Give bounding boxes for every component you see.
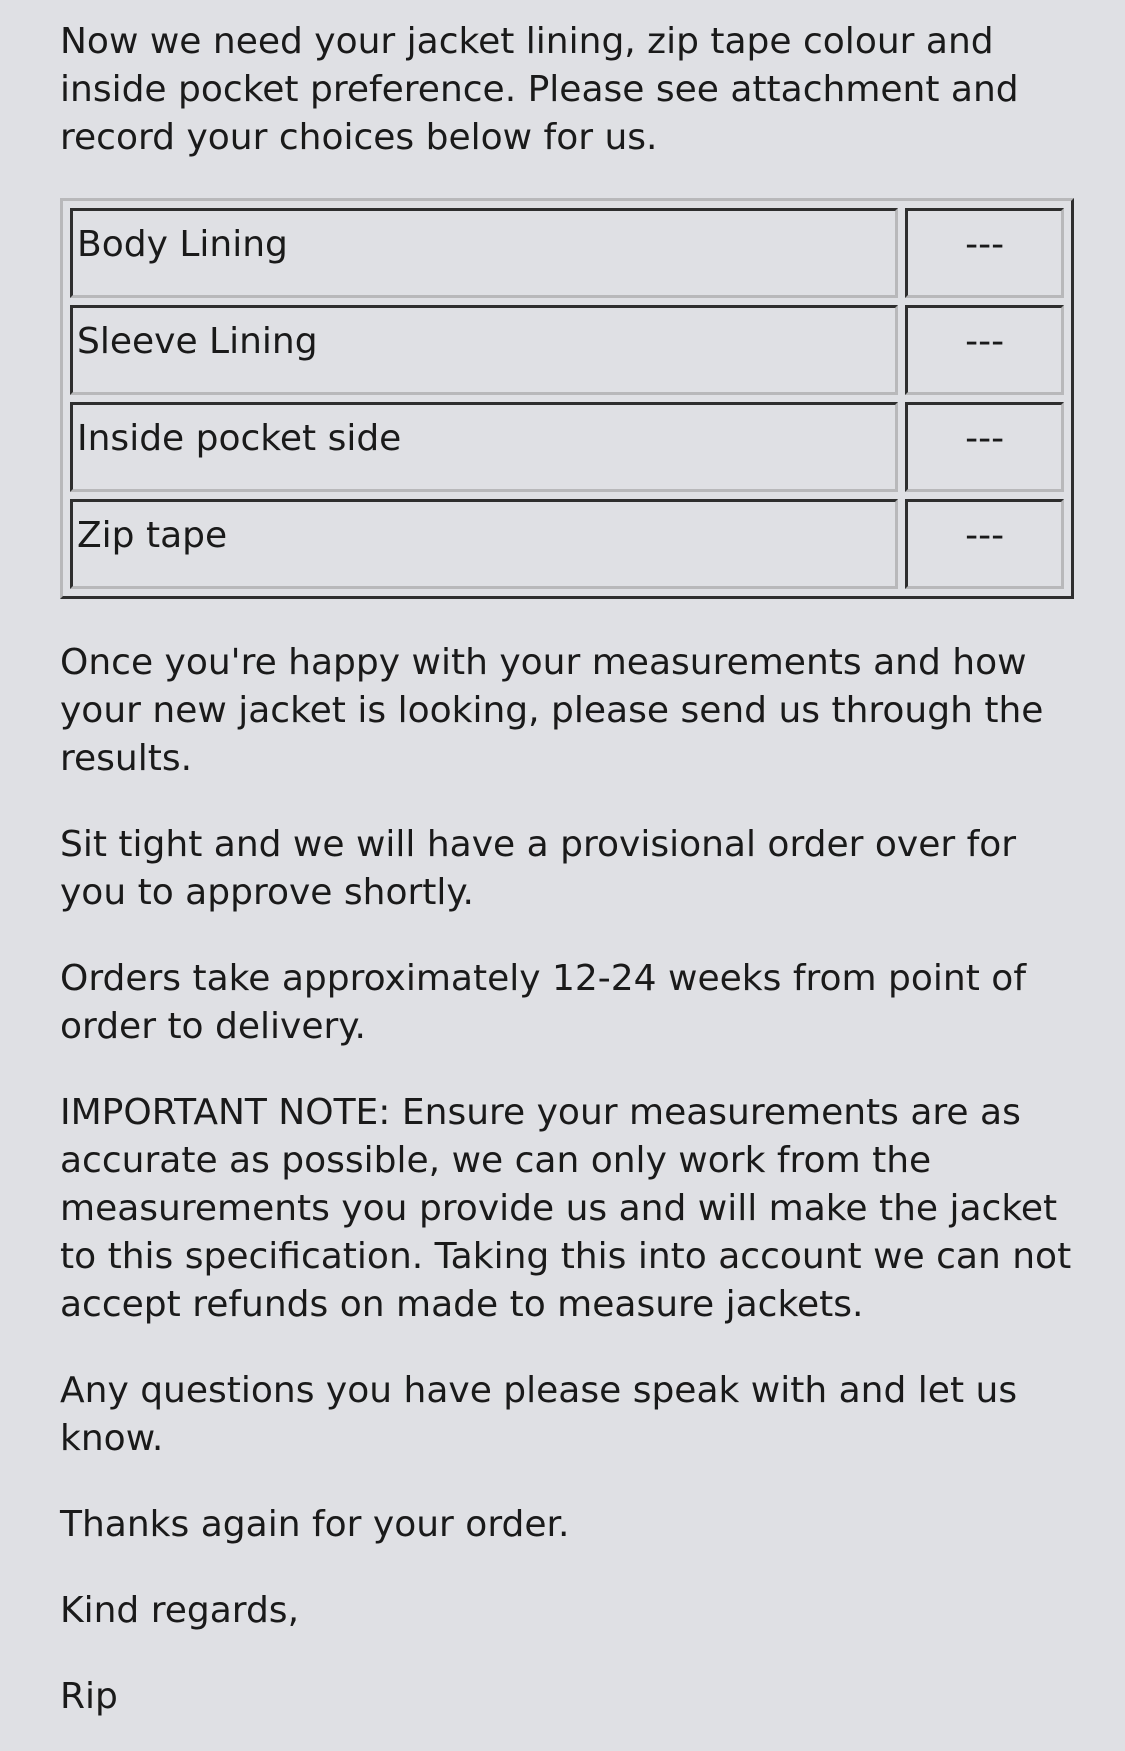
table-row (70, 208, 1064, 298)
choice-value-sleeve-lining: --- (905, 305, 1064, 395)
choice-value-zip-tape: --- (905, 499, 1064, 589)
signature-name: Rip (60, 1676, 118, 1717)
questions-paragraph: Any questions you have please speak with and let us know. (60, 1370, 1018, 1459)
table-row (70, 402, 1064, 492)
choice-label-zip-tape: Zip tape (70, 499, 898, 589)
important-note-paragraph: IMPORTANT NOTE: Ensure your measurements are as accurate as possible, we can only work from the measurements you provide us and will make the jacket to this specification. Taking this into account we can not accept refunds on made to measure jackets. (60, 1092, 1072, 1325)
choices-table (60, 198, 1074, 599)
choice-label-sleeve-lining: Sleeve Lining (70, 305, 898, 395)
table-row (70, 499, 1064, 589)
table-row (70, 305, 1064, 395)
delivery-time-paragraph: Orders take approximately 12-24 weeks from point of order to delivery. (60, 958, 1026, 1047)
email-body (60, 18, 1080, 1721)
choice-value-body-lining: --- (905, 208, 1064, 298)
intro-paragraph: Now we need your jacket lining, zip tape colour and inside pocket preference. Please see attachment and record your choices below for us. (60, 21, 1019, 158)
choice-value-inside-pocket-side: --- (905, 402, 1064, 492)
thanks-paragraph: Thanks again for your order. (60, 1504, 570, 1545)
choice-label-body-lining: Body Lining (70, 208, 898, 298)
choice-label-inside-pocket-side: Inside pocket side (70, 402, 898, 492)
provisional-order-paragraph: Sit tight and we will have a provisional order over for you to approve shortly. (60, 824, 1017, 913)
sign-off: Kind regards, (60, 1590, 300, 1631)
results-paragraph: Once you're happy with your measurements and how your new jacket is looking, please send us through the results. (60, 642, 1044, 779)
